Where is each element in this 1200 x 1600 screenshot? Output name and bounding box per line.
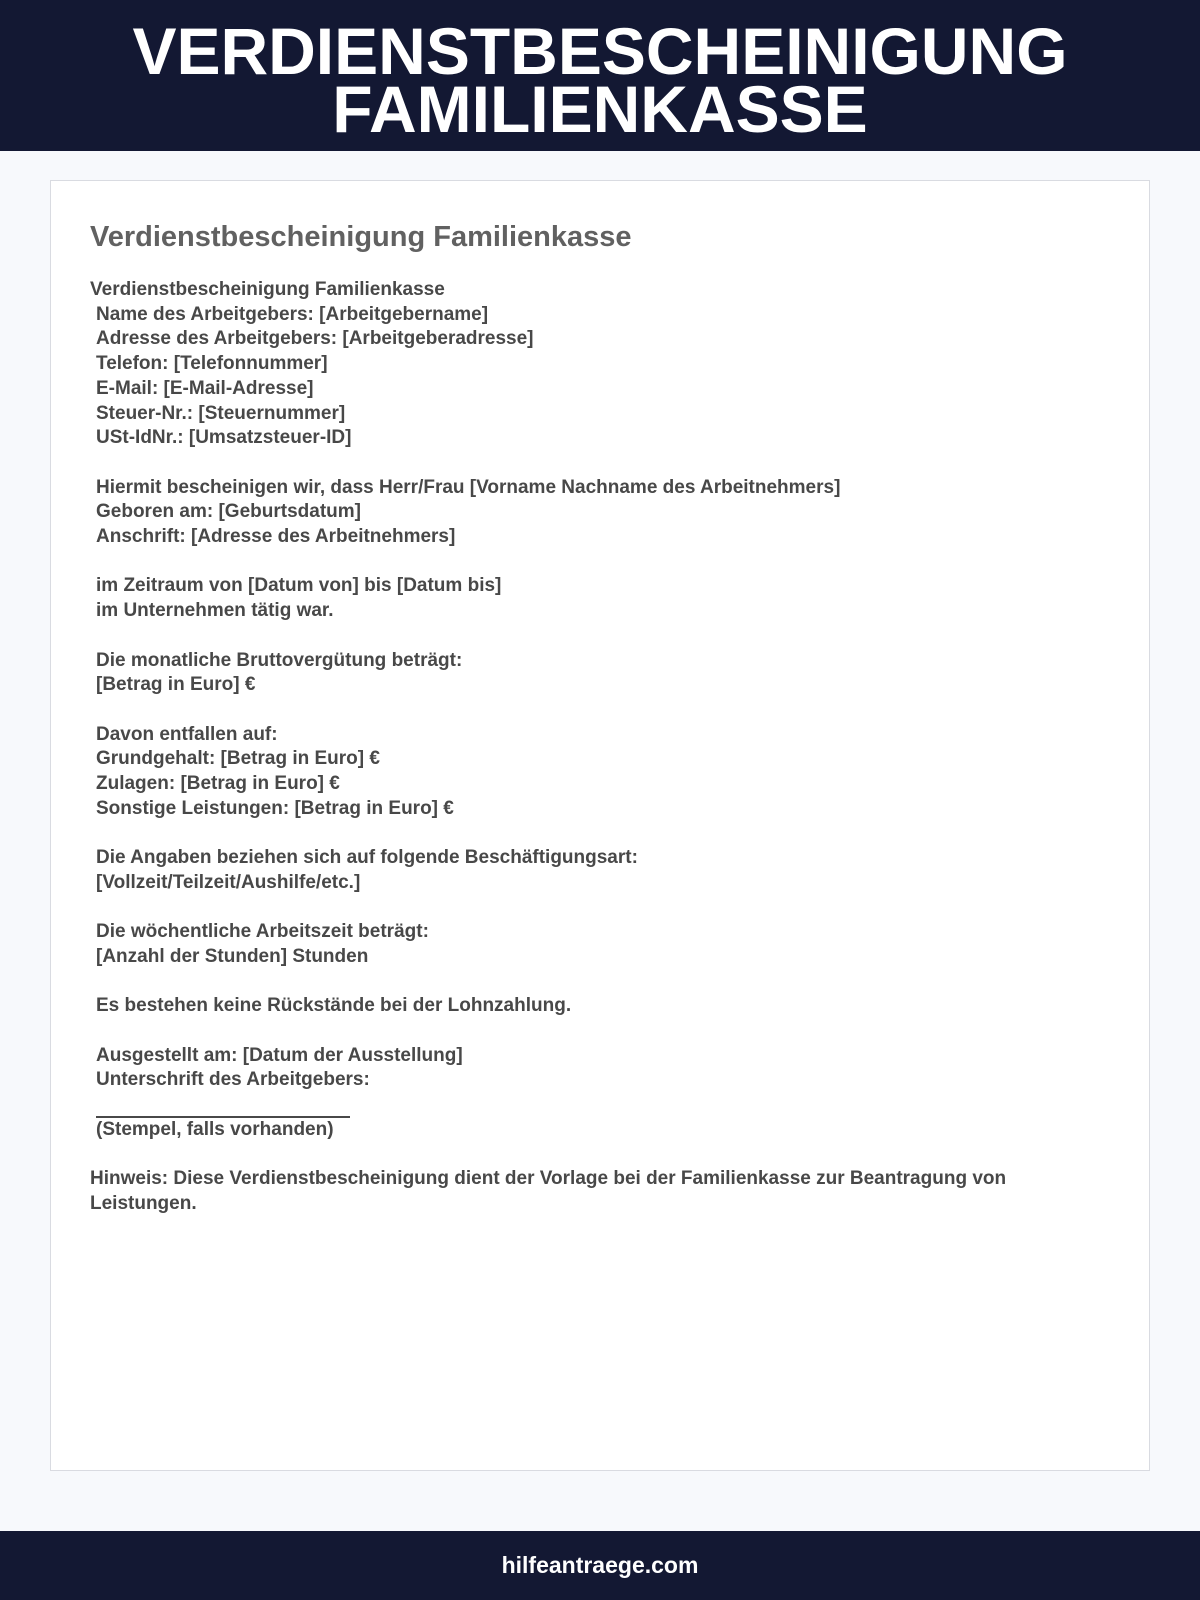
spacer	[90, 624, 1110, 649]
period-employed: im Unternehmen tätig war.	[96, 600, 334, 622]
employment-type-value: [Vollzeit/Teilzeit/Aushilfe/etc.]	[96, 871, 361, 893]
employment-type-label: Die Angaben beziehen sich auf folgende Beschäftigungsart:	[96, 847, 638, 869]
breakdown-base: Grundgehalt: [Betrag in Euro] €	[96, 748, 380, 770]
breakdown-label: Davon entfallen auf:	[96, 723, 278, 745]
hours-label: Die wöchentliche Arbeitszeit beträgt:	[96, 921, 429, 943]
signature-label: Unterschrift des Arbeitgebers:	[96, 1069, 370, 1091]
period-range: im Zeitraum von [Datum von] bis [Datum bis]	[96, 575, 502, 597]
document-card	[50, 180, 1150, 1471]
document-note: Hinweis: Diese Verdienstbescheinigung dient der Vorlage bei der Familienkasse zur Beantragung von Leistungen.	[90, 1168, 1007, 1214]
spacer	[90, 896, 1110, 921]
employee-certify: Hiermit bescheinigen wir, dass Herr/Frau [Vorname Nachname des Arbeitnehmers]	[96, 476, 841, 498]
spacer	[90, 821, 1110, 846]
breakdown-allowances: Zulagen: [Betrag in Euro] €	[96, 773, 340, 794]
employee-address: Anschrift: [Adresse des Arbeitnehmers]	[96, 526, 456, 548]
employer-name: Name des Arbeitgebers: [Arbeitgebername]	[96, 303, 489, 325]
salary-label: Die monatliche Bruttovergütung beträgt:	[96, 649, 463, 671]
stamp-note: (Stempel, falls vorhanden)	[96, 1118, 334, 1140]
header-title-line-2: FAMILIENKASSE	[332, 72, 868, 146]
spacer	[90, 451, 1110, 476]
header-title-line-1: VERDIENSTBESCHEINIGUNG	[132, 14, 1068, 88]
page-header	[0, 0, 1200, 151]
employer-phone: Telefon: [Telefonnummer]	[96, 353, 328, 375]
employee-birthdate: Geboren am: [Geburtsdatum]	[96, 501, 361, 523]
spacer	[90, 698, 1110, 723]
breakdown-other: Sonstige Leistungen: [Betrag in Euro] €	[96, 797, 454, 819]
salary-amount: [Betrag in Euro] €	[96, 674, 256, 696]
employer-vat-id: USt-IdNr.: [Umsatzsteuer-ID]	[96, 427, 352, 449]
page-footer	[0, 1531, 1200, 1600]
spacer	[90, 550, 1110, 575]
document-intro: Verdienstbescheinigung Familienkasse	[90, 279, 445, 300]
hours-value: [Anzahl der Stunden] Stunden	[96, 945, 369, 967]
spacer	[90, 1142, 1110, 1167]
employer-email: E-Mail: [E-Mail-Adresse]	[96, 377, 314, 399]
employer-address: Adresse des Arbeitgebers: [Arbeitgeberadresse]	[96, 328, 534, 350]
issue-date: Ausgestellt am: [Datum der Ausstellung]	[96, 1044, 463, 1066]
spacer	[90, 1019, 1110, 1044]
employer-tax-number: Steuer-Nr.: [Steuernummer]	[96, 402, 346, 424]
spacer	[90, 970, 1110, 995]
arrears-statement: Es bestehen keine Rückstände bei der Lohnzahlung.	[96, 995, 572, 1017]
document-title: Verdienstbescheinigung Familienkasse	[90, 221, 632, 253]
signature-line	[96, 1093, 350, 1118]
document-body	[90, 278, 1110, 1217]
footer-site-link[interactable]: hilfeantraege.com	[501, 1552, 699, 1578]
